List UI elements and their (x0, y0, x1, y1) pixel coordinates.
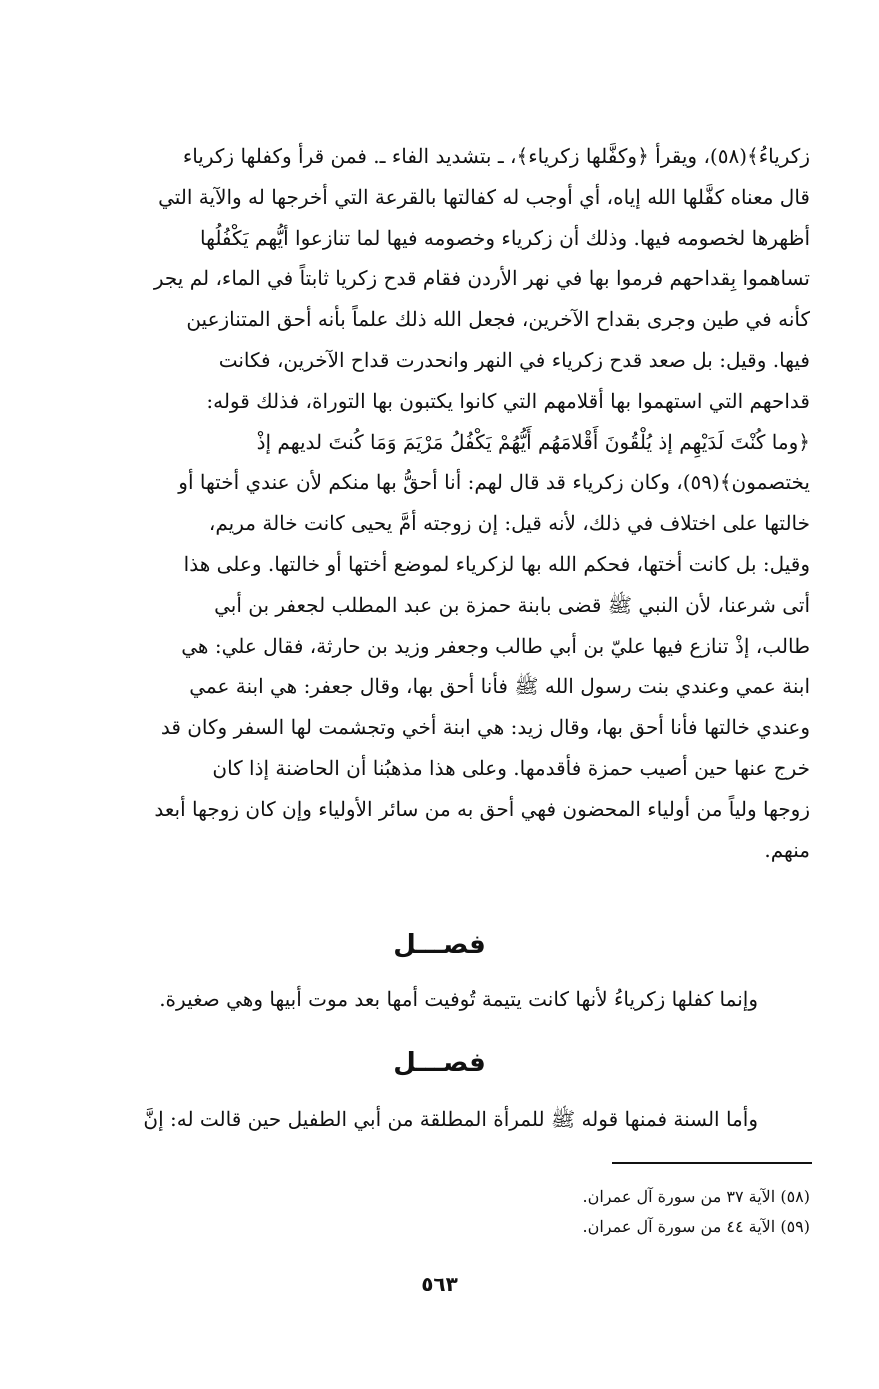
text-line: فيها. وقيل: بل صعد قدح زكرياء في النهر وانحدرت قداح الآخرين، فكانت (218, 347, 810, 372)
footnotes (300, 1182, 810, 1242)
footnote-divider (612, 1162, 812, 1164)
section-paragraph: وأما السنة فمنها قوله ﷺ للمرأة المطلقة من أبي الطفيل حين قالت له: إنَّ (143, 1107, 758, 1131)
section-heading: فصـــل (393, 1048, 486, 1078)
text-line: وقيل: بل كانت أختها، فحكم الله بها لزكرياء لموضع أختها أو خالتها. وعلى هذا (183, 551, 810, 576)
text-line: منهم. (764, 837, 810, 862)
text-line: طالب، إذْ تنازع فيها عليّ بن أبي طالب وجعفر وزيد بن حارثة، فقال علي: هي (181, 633, 810, 658)
text-line: أظهرها لخصومه فيها. وذلك أن زكرياء وخصومه فيها لما تنازعوا أيُّهم يَكْفُلُها (200, 225, 810, 250)
text-line: ابنة عمي وعندي بنت رسول الله ﷺ فأنا أحق بها، وقال جعفر: هي ابنة عمي (189, 674, 810, 699)
text-line: وعندي خالتها فأنا أحق بها، وقال زيد: هي ابنة أخي وتجشمت لها السفر وكان قد (160, 715, 810, 740)
text-line: قداحهم التي استهموا بها أقلامهم التي كانوا يكتبون بها التوراة، فذلك قوله: (206, 388, 810, 413)
section-heading: فصـــل (393, 930, 486, 960)
text-line: كأنه في طين وجرى بقداح الآخرين، فجعل الله ذلك علماً بأنه أحق المتنازعين (186, 307, 810, 332)
text-line: أتى شرعنا، لأن النبي ﷺ قضى بابنة حمزة بن عبد المطلب لجعفر بن أبي (214, 592, 810, 617)
page-number: ٥٦٣ (421, 1272, 458, 1296)
main-text-block (88, 136, 810, 870)
text-line: يختصمون﴾(٥٩)، وكان زكرياء قد قال لهم: أنا أحقُّ بها منكم لأن عندي أختها أو (178, 470, 810, 495)
footnote: (٥٩) الآية ٤٤ من سورة آل عمران. (582, 1217, 810, 1236)
text-line: ﴿وما كُنْتَ لَدَيْهِم إذ يُلْقُونَ أَقْلامَهُم أَيُّهُمْ يَكْفُلُ مَرْيَمَ وَمَا كُنتَ لديهم إذْ (256, 429, 810, 454)
section-paragraph: وإنما كفلها زكرياءُ لأنها كانت يتيمة تُوفيت أمها بعد موت أبيها وهي صغيرة. (159, 987, 758, 1011)
text-line: زوجها ولياً من أولياء المحضون فهي أحق به من سائر الأولياء وإن كان زوجها أبعد (154, 796, 810, 821)
text-line: قال معناه كفَّلها الله إياه، أي أوجب له كفالتها بالقرعة التي أخرجها له والآية التي (158, 184, 810, 209)
text-line: تساهموا بِقداحهم فرموا بها في نهر الأردن فقام قدح زكريا ثابتاً في الماء، لم يجر (153, 266, 810, 291)
text-line: زكرياءُ﴾(٥٨)، ويقرأ ﴿وكفَّلها زكرياء﴾، ـ بتشديد الفاء ـ. فمن قرأ وكفلها زكرياء (182, 144, 810, 168)
text-line: خالتها على اختلاف في ذلك، لأنه قيل: إن زوجته أمَّ يحيى كانت خالة مريم، (208, 511, 810, 536)
text-line: خرج عنها حين أصيب حمزة فأقدمها. وعلى هذا مذهبُنا أن الحاضنة إذا كان (212, 755, 810, 780)
footnote: (٥٨) الآية ٣٧ من سورة آل عمران. (582, 1187, 810, 1206)
